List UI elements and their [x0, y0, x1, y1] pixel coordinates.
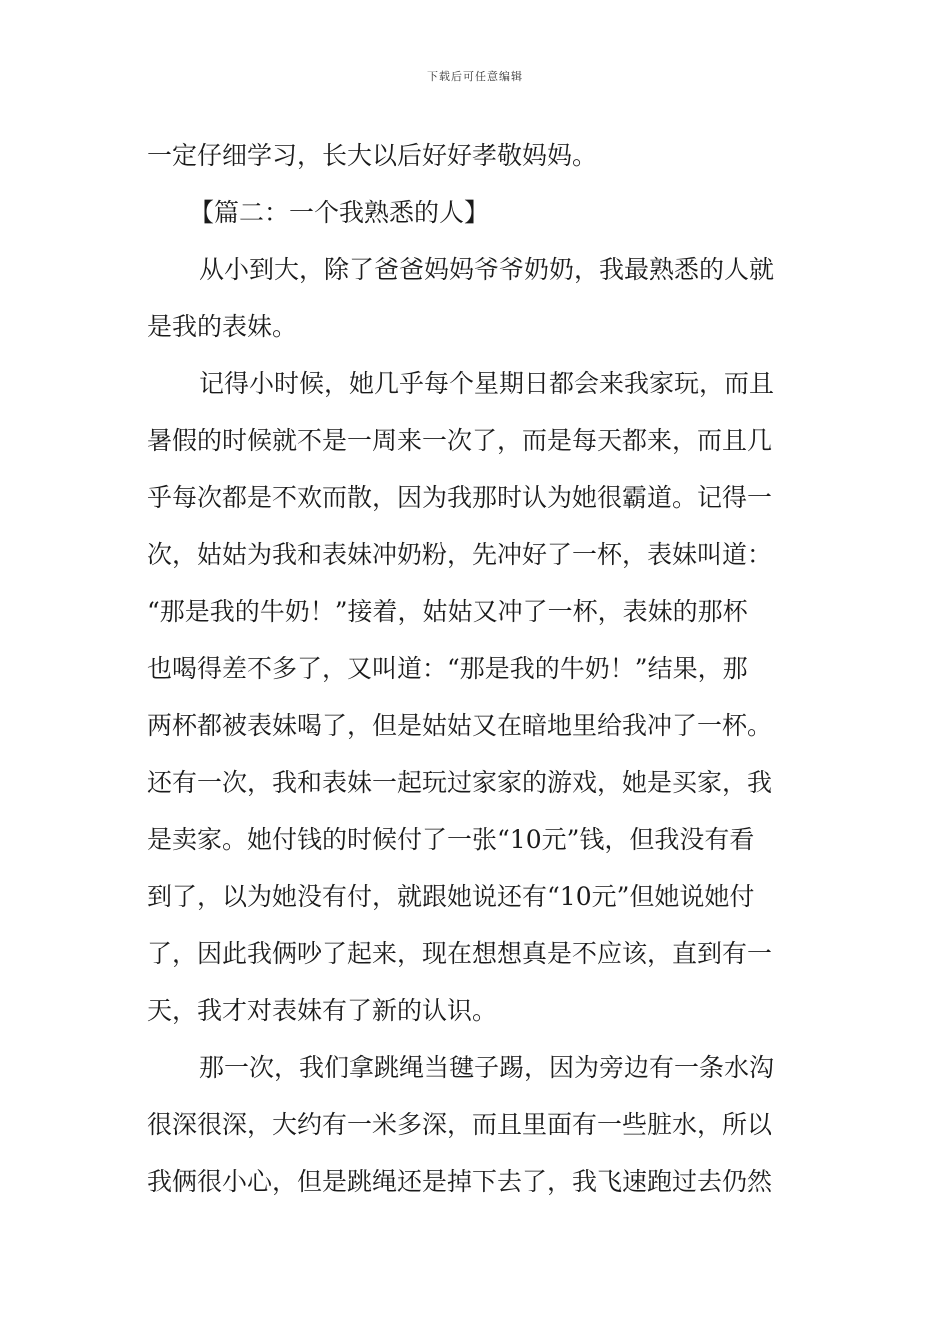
body-line: 暑假的时候就不是一周来一次了，而是每天都来，而且几 — [147, 426, 773, 455]
body-line: 我俩很小心，但是跳绳还是掉下去了，我飞速跑过去仍然 — [147, 1167, 773, 1196]
body-line: 也喝得差不多了，又叫道：“那是我的牛奶！”结果，那 — [147, 654, 748, 683]
body-line: 一定仔细学习，长大以后好好孝敬妈妈。 — [147, 141, 598, 170]
body-line: 乎每次都是不欢而散，因为我那时认为她很霸道。记得一 — [147, 483, 773, 512]
body-line: 是我的表妹。 — [147, 312, 298, 341]
body-line: “那是我的牛奶！”接着，姑姑又冲了一杯，表妹的那杯 — [147, 597, 748, 626]
paragraph-start-line: 那一次，我们拿跳绳当毽子踢，因为旁边有一条水沟 — [199, 1053, 775, 1082]
header-note: 下载后可任意编辑 — [427, 70, 523, 83]
body-line: 很深很深，大约有一米多深，而且里面有一些脏水，所以 — [147, 1110, 773, 1139]
body-line: 两杯都被表妹喝了，但是姑姑又在暗地里给我冲了一杯。 — [147, 711, 773, 740]
body-line: 是卖家。她付钱的时候付了一张“10元”钱，但我没有看 — [147, 825, 755, 854]
document-body — [147, 127, 807, 1210]
body-line: 还有一次，我和表妹一起玩过家家的游戏，她是买家，我 — [147, 768, 773, 797]
paragraph-start-line: 记得小时候，她几乎每个星期日都会来我家玩，而且 — [199, 369, 775, 398]
body-line: 了，因此我俩吵了起来，现在想想真是不应该，直到有一 — [147, 939, 773, 968]
section-heading: 【篇二：一个我熟悉的人】 — [189, 198, 490, 227]
body-line: 次，姑姑为我和表妹冲奶粉，先冲好了一杯，表妹叫道： — [147, 540, 773, 569]
body-line: 天，我才对表妹有了新的认识。 — [147, 996, 498, 1025]
body-line: 到了，以为她没有付，就跟她说还有“10元”但她说她付 — [147, 882, 755, 911]
paragraph-start-line: 从小到大，除了爸爸妈妈爷爷奶奶，我最熟悉的人就 — [199, 255, 775, 284]
